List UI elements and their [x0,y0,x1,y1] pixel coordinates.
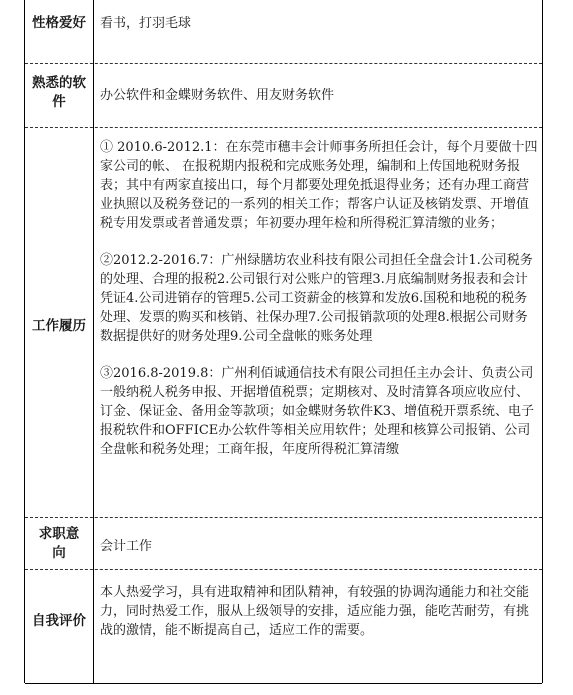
row-divider [25,63,542,64]
job-objective-value: 会计工作 [100,539,153,554]
work-history-label: 工作履历 [32,317,86,334]
work-entry-2: ②2012.2-2016.7：广州绿膳坊农业科技有限公司担任全盘会计1.公司税务的处理、合理的报税2.公司银行对公账户的管理3.月底编制财务报表和会计凭证4.公司进销存的管理5.公司工资薪金的核算和发放6.国税和地税的税务处理、发票的购买和核销、社保办理7.公司报销款项的处理8.根据公司财务数据提供好的财务处理9.公司全盘帐的账务处理 [100,253,533,344]
table-right-border [542,0,543,683]
row-divider [25,517,542,518]
hobbies-label: 性格爱好 [32,14,86,31]
hobbies-value: 看书，打羽毛球 [100,16,192,31]
table-bottom-border [25,683,542,684]
work-entry-3: ③2016.8-2019.8：广州利佰诚通信技术有限公司担任主办会计、负责公司一般纳税人税务申报、开据增值税票；定期核对、及时清算各项应收应付、订金、保证金、备用金等款项；如金蝶财务软件K3、增值税开票系统、电子报税软件和OFFICE办公软件等相关应用软件；处理和核算公司报销、公司全盘帐和税务处理；工商年报，年度所得税汇算清缴 [100,366,534,457]
software-value: 办公软件和金蝶财务软件、用友财务软件 [100,88,335,103]
job-objective-label: 求职意向 [38,526,80,561]
work-entry-1: ① 2010.6-2012.1：在东莞市穗丰会计师事务所担任会计，每个月要做十四家公司的帐、 在报税期内报税和完成账务处理，编制和上传国地税财务报表；其中有两家直接出口，每个月都要处理免抵退得业务；还有办理工商营业执照以及税务登记的一系列的相关工作；帮客户认证及核销发票、开增值税专用发票或者普通发票；年初要办理年检和所得税汇算清缴的业务； [100,140,538,231]
row-divider [25,127,542,128]
self-evaluation-label: 自我评价 [32,612,86,629]
row-divider [25,569,542,570]
work-history-value [100,138,540,459]
table-column-divider [93,0,94,683]
self-evaluation-value: 本人热爱学习，具有进取精神和团队精神，有较强的协调沟通能力和社交能力，同时热爱工作，服从上级领导的安排，适应能力强，能吃苦耐劳，有挑战的激情，能不断提高自己，适应工作的需要。 [100,585,530,638]
software-label: 熟悉的软件 [32,75,86,110]
